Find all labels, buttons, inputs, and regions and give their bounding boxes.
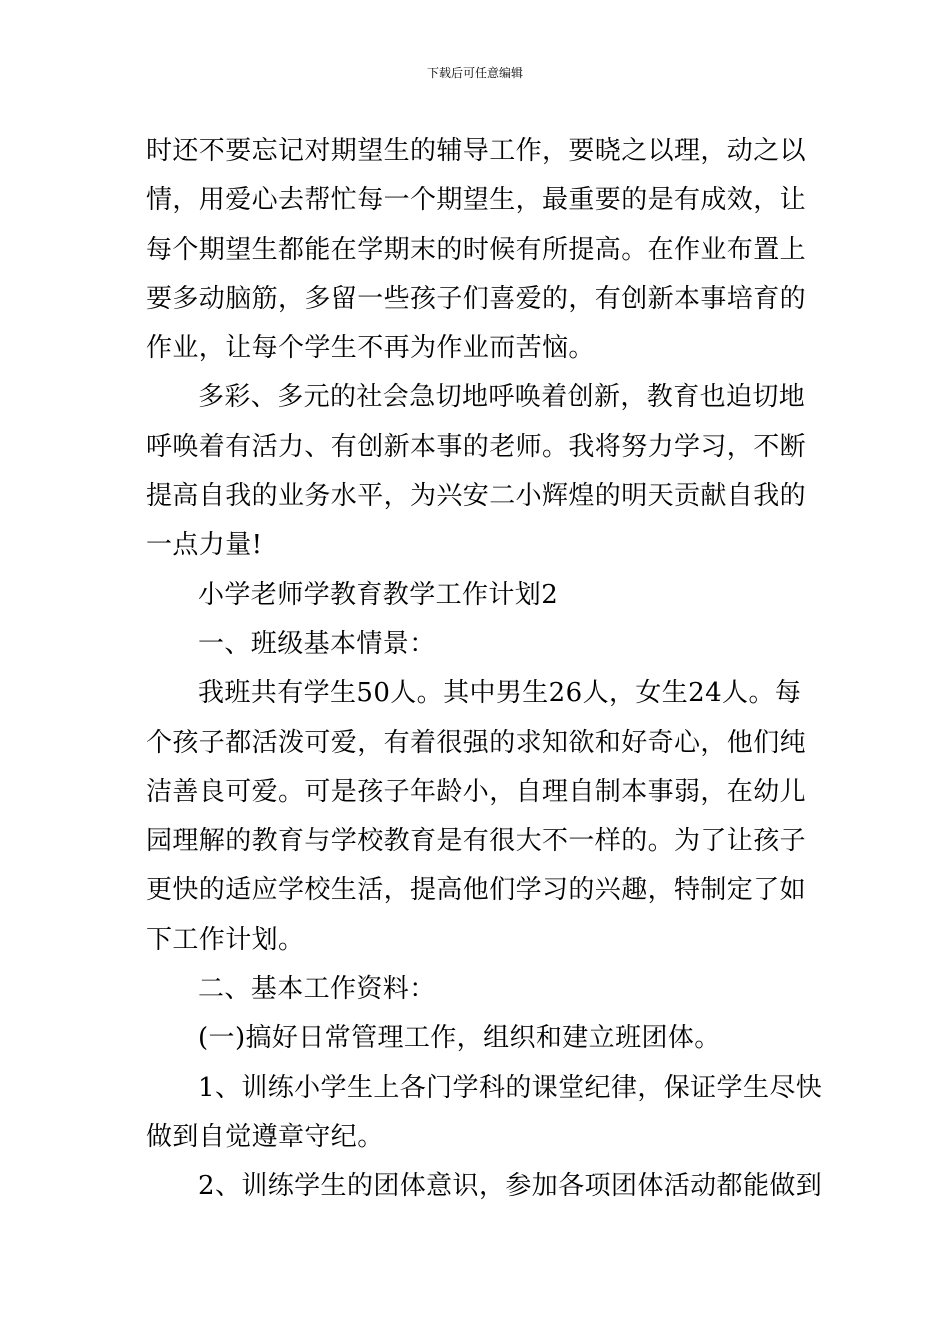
list-item-start: 1、训练小学生上各门学科的课堂纪律，保证学生尽快 xyxy=(198,1072,823,1103)
text-line: 作业，让每个学生不再为作业而苦恼。 xyxy=(146,333,595,364)
text-line: 一点力量! xyxy=(146,530,263,561)
text-line: 更快的适应学校生活，提高他们学习的兴趣，特制定了如 xyxy=(146,875,807,906)
section-heading: 二、基本工作资料： xyxy=(198,974,436,1005)
text-line: 做到自觉遵章守纪。 xyxy=(146,1121,384,1152)
paragraph-start-line: 多彩、多元的社会急切地呼唤着创新，教育也迫切地 xyxy=(198,382,806,413)
subsection-heading: (一)搞好日常管理工作，组织和建立班团体。 xyxy=(198,1023,721,1054)
text-line: 下工作计划。 xyxy=(146,924,305,955)
page-header-note: 下载后可任意编辑 xyxy=(426,66,523,80)
section-title: 小学老师学教育教学工作计划2 xyxy=(198,579,559,610)
list-item-start: 2、训练学生的团体意识，参加各项团体活动都能做到 xyxy=(198,1171,823,1202)
body-text xyxy=(146,127,823,1212)
text-line: 要多动脑筋，多留一些孩子们喜爱的，有创新本事培育的 xyxy=(146,283,807,314)
text-line: 情，用爱心去帮忙每一个期望生，最重要的是有成效，让 xyxy=(146,185,807,216)
text-line: 时还不要忘记对期望生的辅导工作，要晓之以理，动之以 xyxy=(146,136,807,166)
text-line: 洁善良可爱。可是孩子年龄小，自理自制本事弱，在幼儿 xyxy=(146,776,807,807)
text-line: 提高自我的业务水平，为兴安二小辉煌的明天贡献自我的 xyxy=(146,481,807,512)
text-line: 呼唤着有活力、有创新本事的老师。我将努力学习，不断 xyxy=(146,431,807,462)
text-line: 个孩子都活泼可爱，有着很强的求知欲和好奇心，他们纯 xyxy=(146,727,807,758)
text-line: 园理解的教育与学校教育是有很大不一样的。为了让孩子 xyxy=(146,826,807,857)
section-heading: 一、班级基本情景： xyxy=(198,628,436,659)
paragraph-start-line: 我班共有学生50人。其中男生26人，女生24人。每 xyxy=(198,678,802,709)
text-line: 每个期望生都能在学期末的时候有所提高。在作业布置上 xyxy=(146,234,807,265)
